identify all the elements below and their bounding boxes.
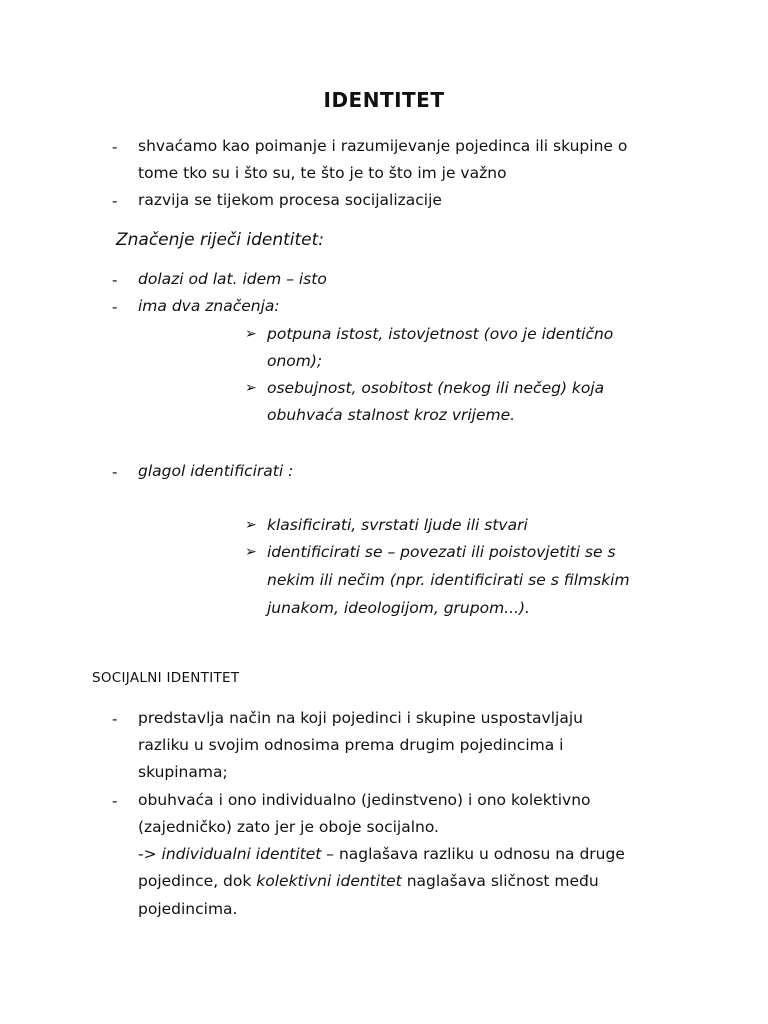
verb-sub-2-line-1: identificirati se – povezati ili poistovjetiti se s — [267, 543, 616, 561]
arrow-bullet-icon: ➢ — [245, 517, 257, 533]
meaning-sub-1-line-2: onom); — [267, 352, 323, 370]
arrow-bullet-icon: ➢ — [245, 544, 257, 560]
social-item-2-line-2: (zajedničko) zato jer je oboje socijalno. — [138, 818, 439, 836]
social-item-1-line-3: skupinama; — [138, 763, 228, 781]
intro-item-2: razvija se tijekom procesa socijalizacije — [138, 191, 442, 209]
term-collective-identity: kolektivni identitet — [256, 872, 402, 890]
verb-sub-2-line-3: junakom, ideologijom, grupom...). — [267, 599, 530, 617]
verb-item: glagol identificirati : — [138, 462, 294, 480]
bullet-dash: - — [112, 298, 118, 316]
bullet-dash: - — [112, 792, 118, 810]
meaning-item-1: dolazi od lat. idem – isto — [138, 270, 327, 288]
arrow-prefix: -> — [138, 845, 162, 863]
section-heading-social: SOCIJALNI IDENTITET — [92, 670, 240, 686]
meaning-sub-2-line-2: obuhvaća stalnost kroz vrijeme. — [267, 406, 516, 424]
social-item-1-line-2: razliku u svojim odnosima prema drugim pojedincima i — [138, 736, 564, 754]
verb-sub-1: klasificirati, svrstati ljude ili stvari — [267, 516, 528, 534]
social-item-2-line-1: obuhvaća i ono individualno (jedinstveno) i ono kolektivno — [138, 791, 591, 809]
page-title: IDENTITET — [323, 88, 445, 112]
bullet-dash: - — [112, 463, 118, 481]
line-3-rest: – naglašava razliku u odnosu na druge — [321, 845, 625, 863]
social-item-2-line-3 — [138, 844, 625, 864]
meaning-sub-2-line-1: osebujnost, osobitost (nekog ili nečeg) koja — [267, 379, 605, 397]
arrow-bullet-icon: ➢ — [245, 380, 257, 396]
bullet-dash: - — [112, 271, 118, 289]
meaning-heading: Značenje riječi identitet: — [116, 230, 325, 250]
line-4-rest: naglašava sličnost među — [401, 872, 599, 890]
meaning-item-2: ima dva značenja: — [138, 297, 280, 315]
intro-item-1-line-2: tome tko su i što su, te što je to što im je važno — [138, 164, 507, 182]
social-item-1-line-1: predstavlja način na koji pojedinci i skupine uspostavljaju — [138, 709, 583, 727]
bullet-dash: - — [112, 710, 118, 728]
line-4-start: pojedince, dok — [138, 872, 257, 890]
term-individual-identity: individualni identitet — [161, 845, 322, 863]
verb-sub-2-line-2: nekim ili nečim (npr. identificirati se s filmskim — [267, 571, 630, 589]
social-item-2-line-4 — [138, 871, 599, 891]
social-item-2-line-5: pojedincima. — [138, 900, 238, 918]
meaning-sub-1-line-1: potpuna istost, istovjetnost (ovo je identično — [267, 325, 614, 343]
bullet-dash: - — [112, 138, 118, 156]
arrow-bullet-icon: ➢ — [245, 326, 257, 342]
intro-item-1-line-1: shvaćamo kao poimanje i razumijevanje pojedinca ili skupine o — [138, 137, 628, 155]
bullet-dash: - — [112, 192, 118, 210]
